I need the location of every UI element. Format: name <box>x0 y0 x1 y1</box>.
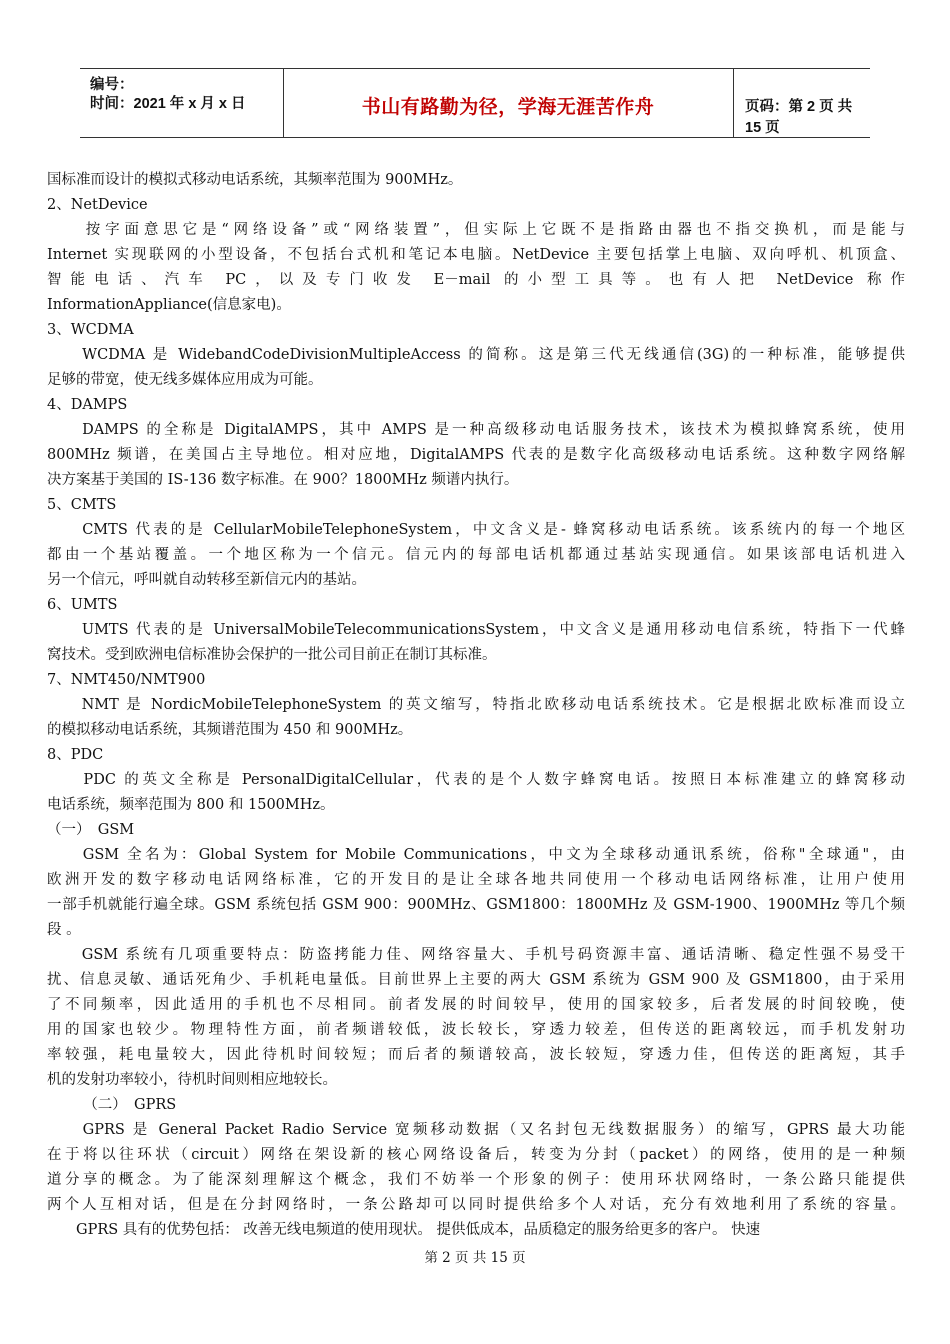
document-id-label: 编号： <box>90 77 134 93</box>
body-line: 足够的带宽，使无线多媒体应用成为可能。 <box>47 372 323 388</box>
body-line: 道分享的概念。为了能深刻理解这个概念，我们不妨举一个形象的例子：使用环状网络时，一条公路只能提供 <box>47 1172 905 1188</box>
body-line: 段 。 <box>47 922 81 938</box>
document-time-label: 时间：2021 年 x 月 x 日 <box>90 96 246 112</box>
body-line: 用的国家也较少。物理特性方面，前者频谱较低，波长较长，穿透力较差，但传送的距离较远，而手机发射功 <box>47 1022 905 1038</box>
body-line: CMTS 代表的是 CellularMobileTelephoneSystem，中文含义是- 蜂窝移动电话系统。该系统内的每一个地区 <box>47 522 905 538</box>
body-line: 智能电话、汽车 PC，以及专门收发 E－mail 的小型工具等。也有人把 NetDevice 称作 <box>47 272 905 288</box>
document-body <box>47 168 905 1243</box>
body-line: 率较强，耗电量较大，因此待机时间较短；而后者的频谱较高，波长较短，穿透力佳，但传送的距离短，其手 <box>47 1047 905 1063</box>
body-line: PDC 的英文全称是 PersonalDigitalCellular，代表的是个人数字蜂窝电话。按照日本标准建立的蜂窝移动 <box>47 772 905 788</box>
body-line: 7、NMT450/NMT900 <box>47 672 206 688</box>
body-line: 都由一个基站覆盖。一个地区称为一个信元。信元内的每部电话机都通过基站实现通信。如果该部电话机进入 <box>47 547 905 563</box>
page-info: 页码：第 2 页 共 15 页 <box>745 99 853 136</box>
body-line: 国标准而设计的模拟式移动电话系统，其频率范围为 900MHz。 <box>47 172 463 188</box>
body-line: 一部手机就能行遍全球。GSM 系统包括 GSM 900：900MHz、GSM1800：1800MHz 及 GSM-1900、1900MHz 等几个频 <box>47 897 905 913</box>
body-line: 决方案基于美国的 IS-136 数字标准。在 900？1800MHz 频谱内执行。 <box>47 472 519 488</box>
body-line: 按字面意思它是“网络设备”或“网络装置”，但实际上它既不是指路由器也不指交换机，而是能与 <box>47 222 905 238</box>
body-line: （一） GSM <box>47 822 135 838</box>
body-line: 3、WCDMA <box>47 322 134 338</box>
motto-text: 书山有路勤为径，学海无涯苦作舟 <box>361 96 655 118</box>
page-header <box>80 68 870 138</box>
body-line: 另一个信元，呼叫就自动转移至新信元内的基站。 <box>47 572 366 588</box>
body-line: 电话系统，频率范围为 800 和 1500MHz。 <box>47 797 335 813</box>
header-motto-cell <box>283 69 734 137</box>
body-line: 了不同频率，因此适用的手机也不尽相同。前者发展的时间较早，使用的国家较多，后者发展的时间较晚，使 <box>47 997 905 1013</box>
body-line: UMTS 代表的是 UniversalMobileTelecommunicationsSystem，中文含义是通用移动电信系统，特指下一代蜂 <box>47 622 905 638</box>
body-line: 扰、信息灵敏、通话死角少、手机耗电量低。目前世界上主要的两大 GSM 系统为 GSM 900 及 GSM1800，由于采用 <box>47 972 905 988</box>
body-line: 的模拟移动电话系统，其频谱范围为 450 和 900MHz。 <box>47 722 413 738</box>
body-line: 800MHz 频谱，在美国占主导地位。相对应地，DigitalAMPS 代表的是数字化高级移动电话系统。这种数字网络解 <box>47 447 905 463</box>
body-line: （二） GPRS <box>47 1097 177 1113</box>
body-line: 两个人互相对话，但是在分封网络时，一条公路却可以同时提供给多个人对话，充分有效地利用了系统的容量。 <box>47 1197 905 1213</box>
body-line: GSM 系统有几项重要特点：防盗拷能力佳、网络容量大、手机号码资源丰富、通话清晰、稳定性强不易受干 <box>47 947 905 963</box>
page-footer: 第 2 页 共 15 页 <box>424 1250 526 1266</box>
header-left-cell <box>80 69 284 137</box>
body-line: NMT 是 NordicMobileTelephoneSystem 的英文缩写，特指北欧移动电话系统技术。它是根据北欧标准而设立 <box>47 697 905 713</box>
body-line: GSM 全名为：Global System for Mobile Communications，中文为全球移动通讯系统，俗称"全球通"，由 <box>47 847 905 863</box>
body-line: 4、DAMPS <box>47 397 128 413</box>
body-line: 窝技术。受到欧洲电信标准协会保护的一批公司目前正在制订其标准。 <box>47 647 497 663</box>
body-line: 机的发射功率较小，待机时间则相应地较长。 <box>47 1072 337 1088</box>
body-line: InformationAppliance(信息家电)。 <box>47 297 291 313</box>
body-line: WCDMA 是 WidebandCodeDivisionMultipleAccess 的简称。这是第三代无线通信(3G)的一种标准，能够提供 <box>47 347 905 363</box>
body-line: Internet 实现联网的小型设备，不包括台式机和笔记本电脑。NetDevice 主要包括掌上电脑、双向呼机、机顶盒、 <box>47 247 905 263</box>
body-line: 在于将以往环状（circuit）网络在架设新的核心网络设备后，转变为分封（packet）的网络，使用的是一种频 <box>47 1147 905 1163</box>
body-line: 欧洲开发的数字移动电话网络标准，它的开发目的是让全球各地共同使用一个移动电话网络标准，让用户使用 <box>47 872 905 888</box>
body-line: 8、PDC <box>47 747 104 763</box>
body-line: 2、NetDevice <box>47 197 148 213</box>
body-line: 6、UMTS <box>47 597 118 613</box>
header-page-cell <box>733 69 870 137</box>
body-line: GPRS 具有的优势包括： 改善无线电频道的使用现状。 提供低成本，品质稳定的服务给更多的客户。 快速 <box>47 1222 761 1238</box>
body-line: GPRS 是 General Packet Radio Service 宽频移动数据（又名封包无线数据服务）的缩写，GPRS 最大功能 <box>47 1122 905 1138</box>
body-line: 5、CMTS <box>47 497 117 513</box>
body-line: DAMPS 的全称是 DigitalAMPS，其中 AMPS 是一种高级移动电话服务技术，该技术为模拟蜂窝系统，使用 <box>47 422 905 438</box>
